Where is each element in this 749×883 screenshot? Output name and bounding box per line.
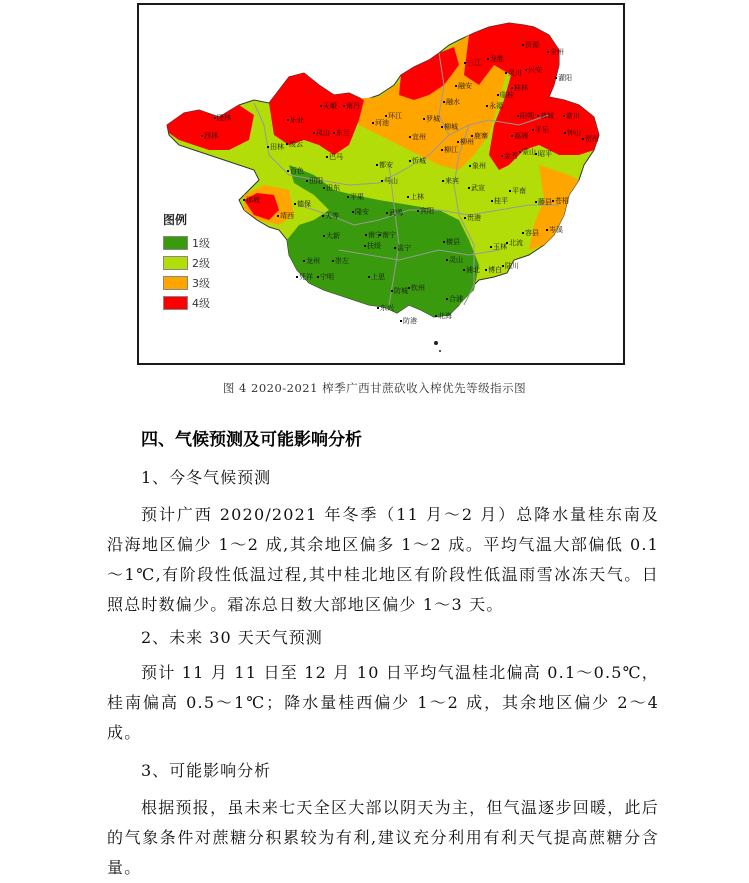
city-label: 贵港 xyxy=(464,215,481,222)
city-label: 邕宁 xyxy=(394,245,411,252)
city-label: 那坡 xyxy=(243,197,260,204)
city-label: 环江 xyxy=(385,113,402,120)
city-label: 武鸣 xyxy=(386,210,403,217)
city-label: 上思 xyxy=(368,274,385,281)
legend-label-level3: 3级 xyxy=(192,277,210,290)
city-label: 乐业 xyxy=(287,117,304,124)
map-legend xyxy=(163,211,210,313)
figure-caption: 图 4 2020-2021 榨季广西甘蔗砍收入榨优先等级指示图 xyxy=(222,381,527,395)
city-label: 浦北 xyxy=(463,267,480,274)
legend-label-level1: 1级 xyxy=(192,237,210,250)
subsection-paragraph-2: 预计 11 月 11 日至 12 月 10 日平均气温桂北偏高 0.1～0.5℃，桂南偏高 0.5～1℃；降水量桂西偏少 1～2 成，其余地区偏少 2～4 成。 xyxy=(107,663,659,742)
city-label: 隆安 xyxy=(352,209,369,216)
city-label: 凤山 xyxy=(313,130,330,137)
city-label: 兴安 xyxy=(525,67,542,74)
city-label: 龙州 xyxy=(303,258,320,265)
city-label: 都安 xyxy=(376,162,393,169)
city-label: 宜州 xyxy=(409,134,426,141)
subsection-title-3: 3、可能影响分析 xyxy=(141,761,272,780)
legend-item-level1 xyxy=(163,233,210,253)
subsection-paragraph-3: 根据预报，虽未来七天全区大部以阴天为主，但气温逐步回暖，此后的气象条件对蔗糖分积累较为有利,建议充分利用有利天气提高蔗糖分含量。 xyxy=(107,798,659,877)
city-label: 容县 xyxy=(522,230,539,237)
city-label: 凌云 xyxy=(286,141,303,148)
city-label: 凭祥 xyxy=(296,274,313,281)
subsection-paragraph-1: 预计广西 2020/2021 年冬季（11 月～2 月）总降水量桂东南及沿海地区偏少 1～2 成,其余地区偏多 1～2 成。平均气温大部偏低 0.1～1℃,有阶段性低温过程,其中桂北地区有阶段性低温雨雪冰冻天气。日照总时数偏少。霜冻总日数大部地区偏少 1～3 天。 xyxy=(107,505,659,614)
city-label: 融水 xyxy=(443,99,460,106)
city-label: 平果 xyxy=(347,194,364,201)
city-label: 防城 xyxy=(391,288,408,295)
city-label: 岑溪 xyxy=(546,227,563,234)
city-label: 灵川 xyxy=(505,70,522,77)
city-label: 北海 xyxy=(435,313,452,320)
city-label: 东兰 xyxy=(333,130,350,137)
city-label: 苍梧 xyxy=(552,198,569,205)
city-label: 玉林 xyxy=(490,244,507,251)
city-label: 隆林 xyxy=(214,115,231,122)
legend-swatch-level4 xyxy=(163,296,188,310)
city-label: 防港 xyxy=(400,318,417,325)
city-label: 三江 xyxy=(464,60,481,67)
city-label: 象州 xyxy=(469,163,486,170)
city-label: 陆川 xyxy=(502,263,519,270)
city-label: 宾阳 xyxy=(417,208,434,215)
city-label: 全州 xyxy=(547,49,564,56)
city-label: 资源 xyxy=(522,42,539,49)
city-label: 柳州 xyxy=(457,139,474,146)
city-label: 阳朔 xyxy=(517,113,534,120)
city-label: 田阳 xyxy=(306,178,323,185)
city-label: 巴马 xyxy=(326,154,343,161)
city-label: 忻城 xyxy=(409,158,426,165)
city-label: 天等 xyxy=(322,213,339,220)
city-label: 百色 xyxy=(287,168,304,175)
city-label: 扶绥 xyxy=(364,243,381,250)
city-label: 德保 xyxy=(294,201,311,208)
section-heading: 四、气候预测及可能影响分析 xyxy=(141,430,362,450)
city-label: 北流 xyxy=(506,240,523,247)
city-label: 博白 xyxy=(485,267,502,274)
city-label: 河池 xyxy=(372,120,389,127)
city-label: 永福 xyxy=(486,103,503,110)
city-label: 荔浦 xyxy=(511,133,528,140)
legend-item-level4 xyxy=(163,293,210,313)
city-label: 鹿寨 xyxy=(471,133,488,140)
legend-item-level3 xyxy=(163,273,210,293)
figure-map-frame xyxy=(137,3,625,365)
legend-label-level2: 2级 xyxy=(192,257,210,270)
city-label: 南丹 xyxy=(343,103,360,110)
subsection-title-1: 1、今冬气候预测 xyxy=(141,468,272,487)
city-label: 临桂 xyxy=(497,92,514,99)
city-label: 融安 xyxy=(455,83,472,90)
city-label: 罗城 xyxy=(423,116,440,123)
city-label: 宁明 xyxy=(317,274,334,281)
city-label: 马山 xyxy=(381,178,398,185)
city-label: 平乐 xyxy=(532,127,549,134)
city-label: 灵山 xyxy=(446,257,463,264)
city-label: 武宣 xyxy=(468,185,485,192)
city-label: 昭平 xyxy=(535,151,552,158)
city-label: 崇左 xyxy=(332,258,349,265)
subsection-title-2: 2、未来 30 天天气预测 xyxy=(141,628,323,647)
city-label: 上林 xyxy=(407,194,424,201)
city-label: 钦州 xyxy=(408,285,425,292)
city-label: 天峨 xyxy=(320,103,337,110)
city-label: 柳江 xyxy=(441,147,458,154)
city-label: 南宁 xyxy=(379,232,396,239)
legend-item-level2 xyxy=(163,253,210,273)
city-label: 南宁 xyxy=(365,232,382,239)
city-label: 桂平 xyxy=(491,198,508,205)
city-label: 靖西 xyxy=(277,213,294,220)
city-label: 金秀 xyxy=(501,153,518,160)
legend-swatch-level2 xyxy=(163,256,188,270)
city-label: 钟山 xyxy=(564,130,581,137)
legend-title: 图例 xyxy=(163,213,188,227)
city-label: 东兴 xyxy=(377,305,394,312)
city-label: 桂林 xyxy=(511,85,528,92)
city-label: 灌阳 xyxy=(555,75,572,82)
city-label: 大新 xyxy=(323,233,340,240)
city-label: 田林 xyxy=(267,144,284,151)
city-label: 龙胜 xyxy=(487,56,504,63)
city-label: 富川 xyxy=(563,113,580,120)
city-label: 贺州 xyxy=(582,136,599,143)
city-label: 西林 xyxy=(201,133,218,140)
city-label: 平南 xyxy=(509,188,526,195)
legend-swatch-level1 xyxy=(163,236,188,250)
city-label: 合浦 xyxy=(446,296,463,303)
city-label: 藤县 xyxy=(535,199,552,206)
legend-label-level4: 4级 xyxy=(192,297,210,310)
city-label: 横县 xyxy=(443,239,460,246)
city-label: 恭城 xyxy=(537,113,554,120)
city-label: 来宾 xyxy=(442,178,459,185)
legend-swatch-level3 xyxy=(163,276,188,290)
city-label: 柳城 xyxy=(441,124,458,131)
city-label: 田东 xyxy=(323,185,340,192)
city-label: 蒙山 xyxy=(519,149,536,156)
